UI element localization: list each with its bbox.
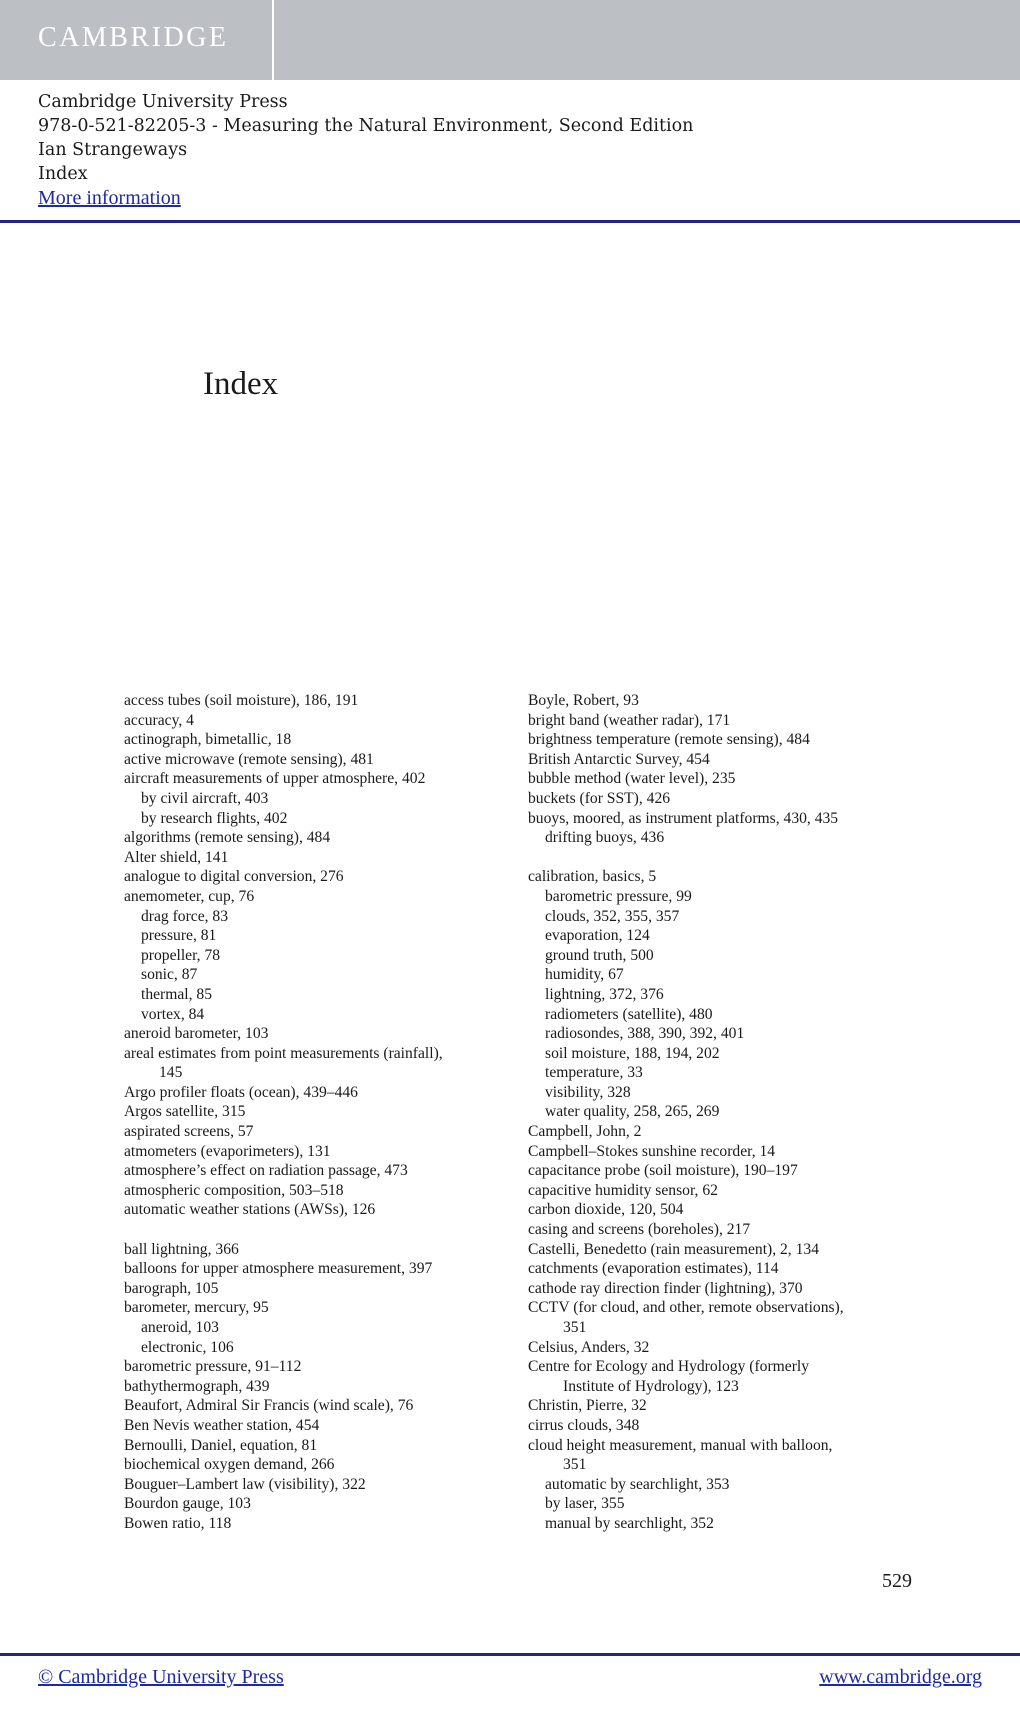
index-subentry: soil moisture, 188, 194, 202 bbox=[545, 1044, 720, 1062]
page-number: 529 bbox=[882, 1570, 912, 1592]
index-entry: Bouguer–Lambert law (visibility), 322 bbox=[124, 1475, 366, 1493]
index-entry: Boyle, Robert, 93 bbox=[528, 692, 639, 709]
index-entry: carbon dioxide, 120, 504 bbox=[528, 1201, 684, 1219]
index-entry: actinograph, bimetallic, 18 bbox=[124, 731, 292, 749]
index-subentry: temperature, 33 bbox=[545, 1064, 643, 1082]
top-divider bbox=[0, 220, 1020, 223]
index-entry: brightness temperature (remote sensing), 484 bbox=[528, 731, 810, 749]
index-entry: casing and screens (boreholes), 217 bbox=[528, 1221, 751, 1239]
index-column-right bbox=[528, 691, 928, 1534]
more-information-link[interactable]: More information bbox=[38, 187, 181, 209]
index-entry: Bourdon gauge, 103 bbox=[124, 1495, 251, 1513]
index-entry: barometer, mercury, 95 bbox=[124, 1299, 269, 1317]
index-subentry: evaporation, 124 bbox=[545, 927, 650, 945]
index-entry: calibration, basics, 5 bbox=[528, 868, 657, 886]
index-entry: Campbell, John, 2 bbox=[528, 1123, 642, 1141]
index-subentry: automatic by searchlight, 353 bbox=[545, 1475, 730, 1493]
banner-divider bbox=[272, 0, 274, 80]
index-entry: bright band (weather radar), 171 bbox=[528, 711, 731, 729]
index-entry: capacitance probe (soil moisture), 190–197 bbox=[528, 1162, 798, 1180]
index-entry: accuracy, 4 bbox=[124, 711, 194, 729]
index-entry: atmospheric composition, 503–518 bbox=[124, 1181, 344, 1199]
bottom-divider bbox=[0, 1653, 1020, 1656]
index-entry: aircraft measurements of upper atmosphere, 402 bbox=[124, 770, 426, 788]
index-subentry: propeller, 78 bbox=[141, 946, 221, 964]
index-subentry: by civil aircraft, 403 bbox=[141, 789, 269, 807]
index-entry: catchments (evaporation estimates), 114 bbox=[528, 1260, 779, 1278]
index-subentry: aneroid, 103 bbox=[141, 1319, 219, 1336]
index-subentry: 351 bbox=[563, 1456, 587, 1474]
index-entry: Argo profiler floats (ocean), 439–446 bbox=[124, 1083, 358, 1101]
index-entry: algorithms (remote sensing), 484 bbox=[124, 829, 331, 847]
index-entry: Castelli, Benedetto (rain measurement), 2, 134 bbox=[528, 1240, 819, 1258]
index-subentry: electronic, 106 bbox=[141, 1338, 234, 1356]
index-subentry: 351 bbox=[563, 1319, 587, 1336]
index-entry: bubble method (water level), 235 bbox=[528, 770, 736, 788]
page-title: Index bbox=[203, 366, 279, 402]
author-name: Ian Strangeways bbox=[38, 140, 188, 160]
index-entry: barograph, 105 bbox=[124, 1279, 219, 1297]
index-entry: cirrus clouds, 348 bbox=[528, 1416, 640, 1434]
index-entry: capacitive humidity sensor, 62 bbox=[528, 1181, 718, 1199]
index-subentry: by laser, 355 bbox=[545, 1495, 625, 1513]
index-entry: buoys, moored, as instrument platforms, 430, 435 bbox=[528, 809, 839, 827]
index-entry: Ben Nevis weather station, 454 bbox=[124, 1416, 320, 1434]
index-entry: automatic weather stations (AWSs), 126 bbox=[124, 1201, 376, 1219]
index-subentry: manual by searchlight, 352 bbox=[545, 1514, 714, 1532]
index-subentry: barometric pressure, 99 bbox=[545, 887, 692, 905]
index-entry: Christin, Pierre, 32 bbox=[528, 1397, 647, 1415]
index-subentry: humidity, 67 bbox=[545, 966, 624, 984]
index-subentry: radiosondes, 388, 390, 392, 401 bbox=[545, 1025, 745, 1043]
index-entry: Celsius, Anders, 32 bbox=[528, 1338, 650, 1356]
index-entry: ball lightning, 366 bbox=[124, 1240, 239, 1258]
index-entry: aspirated screens, 57 bbox=[124, 1123, 254, 1141]
index-entry: Alter shield, 141 bbox=[124, 848, 229, 866]
copyright-link[interactable]: © Cambridge University Press bbox=[38, 1666, 284, 1688]
header-banner bbox=[0, 0, 1020, 80]
index-subentry: clouds, 352, 355, 357 bbox=[545, 907, 680, 925]
index-entry: cathode ray direction finder (lightning), 370 bbox=[528, 1279, 803, 1297]
index-entry: barometric pressure, 91–112 bbox=[124, 1358, 302, 1376]
index-entry: buckets (for SST), 426 bbox=[528, 789, 671, 807]
index-entry: atmometers (evaporimeters), 131 bbox=[124, 1142, 331, 1160]
index-entry: areal estimates from point measurements (rainfall), bbox=[124, 1044, 443, 1062]
section-name: Index bbox=[38, 164, 88, 184]
publisher-name: Cambridge University Press bbox=[38, 92, 288, 112]
index-gap bbox=[124, 1220, 514, 1240]
cambridge-logo: CAMBRIDGE bbox=[38, 22, 229, 53]
index-entry: aneroid barometer, 103 bbox=[124, 1025, 269, 1043]
index-entry: CCTV (for cloud, and other, remote observations), bbox=[528, 1299, 844, 1317]
index-column-left bbox=[124, 691, 514, 1534]
index-subentry: by research flights, 402 bbox=[141, 809, 288, 827]
index-subentry: pressure, 81 bbox=[141, 927, 217, 945]
index-entry: Beaufort, Admiral Sir Francis (wind scale), 76 bbox=[124, 1397, 414, 1415]
index-entry: analogue to digital conversion, 276 bbox=[124, 868, 344, 886]
index-entry: bathythermograph, 439 bbox=[124, 1377, 270, 1395]
index-entry: Bowen ratio, 118 bbox=[124, 1514, 232, 1532]
index-entry: atmosphere’s effect on radiation passage, 473 bbox=[124, 1162, 408, 1180]
index-subentry: visibility, 328 bbox=[545, 1083, 631, 1101]
index-subentry: water quality, 258, 265, 269 bbox=[545, 1103, 720, 1121]
index-entry: British Antarctic Survey, 454 bbox=[528, 750, 710, 768]
index-subentry: thermal, 85 bbox=[141, 985, 213, 1003]
index-entry: access tubes (soil moisture), 186, 191 bbox=[124, 692, 359, 709]
index-entry: biochemical oxygen demand, 266 bbox=[124, 1456, 335, 1474]
index-entry: active microwave (remote sensing), 481 bbox=[124, 750, 374, 768]
index-entry: Campbell–Stokes sunshine recorder, 14 bbox=[528, 1142, 776, 1160]
index-entry: cloud height measurement, manual with balloon, bbox=[528, 1436, 833, 1454]
index-subentry: Institute of Hydrology), 123 bbox=[563, 1377, 739, 1395]
index-subentry: sonic, 87 bbox=[141, 966, 198, 984]
index-gap bbox=[528, 848, 928, 868]
index-subentry: lightning, 372, 376 bbox=[545, 985, 664, 1003]
index-entry: Argos satellite, 315 bbox=[124, 1103, 246, 1121]
index-subentry: drifting buoys, 436 bbox=[545, 829, 665, 847]
index-subentry: ground truth, 500 bbox=[545, 946, 654, 964]
isbn-title: 978-0-521-82205-3 - Measuring the Natural Environment, Second Edition bbox=[38, 116, 694, 136]
website-link[interactable]: www.cambridge.org bbox=[819, 1666, 982, 1688]
index-subentry: 145 bbox=[159, 1064, 183, 1082]
index-entry: anemometer, cup, 76 bbox=[124, 887, 255, 905]
index-entry: Centre for Ecology and Hydrology (formerly bbox=[528, 1358, 810, 1376]
book-metadata bbox=[38, 90, 938, 211]
index-subentry: drag force, 83 bbox=[141, 907, 229, 925]
index-subentry: vortex, 84 bbox=[141, 1005, 205, 1023]
index-subentry: radiometers (satellite), 480 bbox=[545, 1005, 713, 1023]
index-entry: balloons for upper atmosphere measurement, 397 bbox=[124, 1260, 433, 1278]
index-entry: Bernoulli, Daniel, equation, 81 bbox=[124, 1436, 318, 1454]
